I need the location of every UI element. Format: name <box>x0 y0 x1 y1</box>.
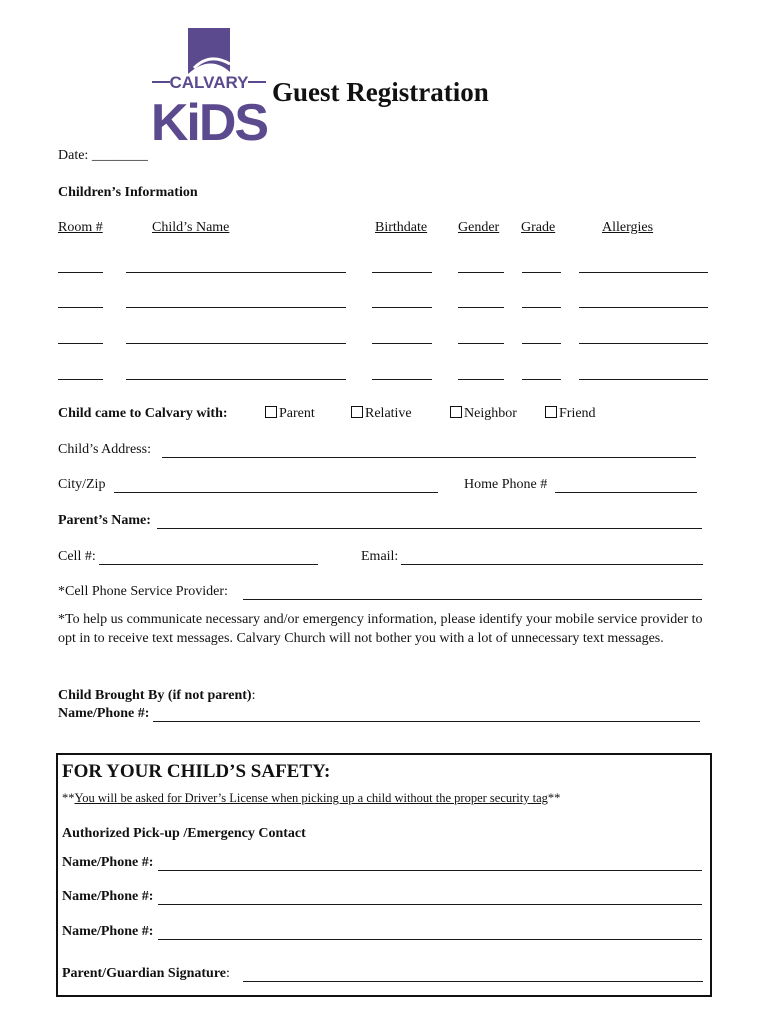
checkbox-relative-label: Relative <box>365 406 412 421</box>
checkbox-neighbor[interactable] <box>450 406 517 422</box>
logo-main-text: KiDS <box>150 94 268 144</box>
checkbox-friend-label: Friend <box>559 406 596 421</box>
email-label: Email: <box>361 549 399 564</box>
signature-label <box>62 966 230 982</box>
safety-title: FOR YOUR CHILD’S SAFETY: <box>62 761 331 782</box>
parent-name-label: Parent’s Name: <box>58 513 151 528</box>
column-header-grade: Grade <box>521 220 556 235</box>
notice-prefix: ** <box>62 791 75 805</box>
page-title: Guest Registration <box>272 77 489 107</box>
brought-by-bold: Child Brought By (if not parent) <box>58 688 252 703</box>
contact-heading: Authorized Pick-up /Emergency Contact <box>62 826 306 841</box>
signature-colon: : <box>226 966 230 981</box>
checkbox-neighbor-label: Neighbor <box>464 406 517 421</box>
column-header-room: Room # <box>58 220 103 235</box>
brought-by-heading <box>58 688 255 704</box>
pickup-name-phone-3-line[interactable] <box>158 939 702 940</box>
pickup-name-phone-2-label: Name/Phone #: <box>62 889 154 904</box>
provider-line[interactable] <box>243 599 702 600</box>
date-field[interactable]: Date: ________ <box>58 148 148 163</box>
notice-underlined: You will be asked for Driver’s License when picking up a child without the proper security tag <box>74 791 548 805</box>
license-notice <box>62 791 560 806</box>
cell-label: Cell #: <box>58 549 96 564</box>
address-line[interactable] <box>162 457 696 458</box>
cityzip-line[interactable] <box>114 492 438 493</box>
home-phone-label: Home Phone # <box>464 477 548 492</box>
signature-line[interactable] <box>243 981 703 982</box>
brought-by-name-phone-line[interactable] <box>153 721 700 722</box>
came-with-label: Child came to Calvary with: <box>58 406 228 421</box>
pickup-name-phone-3-label: Name/Phone #: <box>62 924 154 939</box>
cityzip-label: City/Zip <box>58 477 106 492</box>
signature-bold: Parent/Guardian Signature <box>62 966 227 981</box>
safety-box <box>56 753 712 997</box>
notice-suffix: ** <box>547 791 561 805</box>
address-label: Child’s Address: <box>58 442 151 457</box>
text-message-note: *To help us communicate necessary and/or emergency information, please identify your mobile service provider to opt in to receive text messages. Calvary Church will not bother you with a lot of unnecessary text messages. <box>58 612 703 646</box>
checkbox-square-icon <box>265 406 277 418</box>
home-phone-line[interactable] <box>555 492 697 493</box>
calvary-kids-logo <box>150 24 270 144</box>
provider-label: *Cell Phone Service Provider: <box>58 584 228 599</box>
logo-top-text: CALVARY <box>169 73 249 92</box>
column-header-birthdate: Birthdate <box>375 220 428 235</box>
checkbox-parent-label: Parent <box>279 406 315 421</box>
column-header-child-name: Child’s Name <box>152 220 230 235</box>
checkbox-parent[interactable] <box>265 406 315 422</box>
checkbox-square-icon <box>450 406 462 418</box>
email-line[interactable] <box>401 564 703 565</box>
checkbox-square-icon <box>545 406 557 418</box>
pickup-name-phone-2-line[interactable] <box>158 904 702 905</box>
children-info-heading: Children’s Information <box>58 185 198 200</box>
brought-by-name-phone-label: Name/Phone #: <box>58 706 150 721</box>
parent-name-line[interactable] <box>157 528 702 529</box>
cell-line[interactable] <box>99 564 318 565</box>
brought-by-colon: : <box>251 688 256 703</box>
column-header-gender: Gender <box>458 220 500 235</box>
pickup-name-phone-1-label: Name/Phone #: <box>62 855 154 870</box>
checkbox-friend[interactable] <box>545 406 596 422</box>
checkbox-relative[interactable] <box>351 406 412 422</box>
checkbox-square-icon <box>351 406 363 418</box>
pickup-name-phone-1-line[interactable] <box>158 870 702 871</box>
column-header-allergies: Allergies <box>602 220 654 235</box>
